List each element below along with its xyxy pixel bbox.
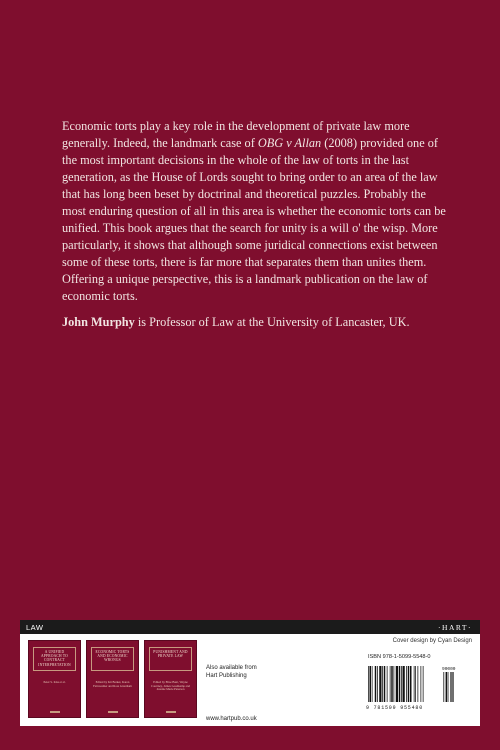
author-name: John Murphy [62,315,135,329]
barcode-bar [410,666,412,702]
back-cover-blurb [62,118,452,305]
category-label: LAW [26,623,44,632]
barcode-bar [423,666,424,702]
barcode-bar [372,666,373,702]
barcode-bar [443,672,444,702]
related-book-title: ECONOMIC TORTS AND ECONOMIC WRONGS [95,650,130,663]
related-book-cover [28,640,81,718]
related-book-title: PUNISHMENT AND PRIVATE LAW [153,650,188,659]
barcode-bar [406,666,407,702]
barcode-price: 90000 [442,667,456,672]
barcode-bar [453,672,454,702]
blurb-text-end: (2008) provided one of the most important decisions in the whole of the law of torts in the last generation, as the House of Lords sought to bring order to an area of the law that has long been beset by doctrinal and theoretical puzzles. Probably the most enduring question of all in this area is whether the economic torts can be unified. This book argues that the search for unity is a will o' the wisp. More particularly, it shows that although some juridical connections exist between some of these torts, there is far more that separates them than unites them. Offering a unique perspective, this is a landmark publication on the law of economic torts. [62,136,446,303]
related-book-cover [86,640,139,718]
barcode-bar [446,672,447,702]
barcode-bar [414,666,415,702]
related-book-cover [144,640,197,718]
related-book-author: Edited by Elise Bant, Wayne Courtney, James Goudkamp and Jeannie Marie Paterson [151,680,190,692]
cover-logo-mark [166,711,176,713]
barcode-bar [379,666,381,702]
blurb-text-start: Economic torts play a key role in the development of private law more generally. Indeed, the landmark case of [62,119,410,150]
barcode-bar [382,666,383,702]
case-name: OBG v Allan [257,136,322,150]
barcode-bar [403,666,405,702]
barcode-bar [394,666,395,702]
barcode-bar [445,672,446,702]
cover-logo-mark [108,711,118,713]
barcode-bar [408,666,410,702]
barcode-bar [368,666,369,702]
related-book-author: Peter S. Kiss et al. [43,680,66,684]
also-available-line: Also available from [206,665,257,671]
related-book-title: A UNIFIED APPROACH TO CONTRACT INTERPRETATION [38,650,71,667]
also-available-note [206,664,257,680]
author-description: is Professor of Law at the University of Lancaster, UK. [134,315,410,329]
barcode-bar [387,666,388,702]
barcode-bar [391,666,393,702]
barcode-bar [390,666,391,702]
publisher-website: www.hartpub.co.uk [206,716,257,722]
barcode-bar [401,666,402,702]
barcode-number: 9 781509 955480 [366,705,424,711]
publisher-panel [20,620,480,726]
barcode-bar [450,672,451,702]
barcode-bar [396,666,398,702]
cover-credit: Cover design by Cyan Design [392,638,472,644]
barcode-bar [377,666,378,702]
cover-logo-mark [50,711,60,713]
publisher-logo: ·HART· [438,623,472,632]
barcode-bar [421,666,422,702]
barcode-bar [384,666,386,702]
also-available-line: Hart Publishing [206,673,247,679]
author-bio [62,314,462,331]
barcode-bar [415,666,416,702]
barcode-bar [418,666,419,702]
related-book-author: Edited by Kit Barker, Karen Fairweather and Ross Grantham [93,680,132,688]
barcode [366,664,460,704]
barcode-bar [399,666,401,702]
isbn-label: ISBN 978-1-5099-5548-0 [368,654,431,660]
blurb-paragraph [62,118,452,305]
category-bar [20,620,480,634]
barcode-bar [370,666,372,702]
barcode-bar [451,672,452,702]
barcode-bar [375,666,377,702]
barcode-bar [448,672,449,702]
